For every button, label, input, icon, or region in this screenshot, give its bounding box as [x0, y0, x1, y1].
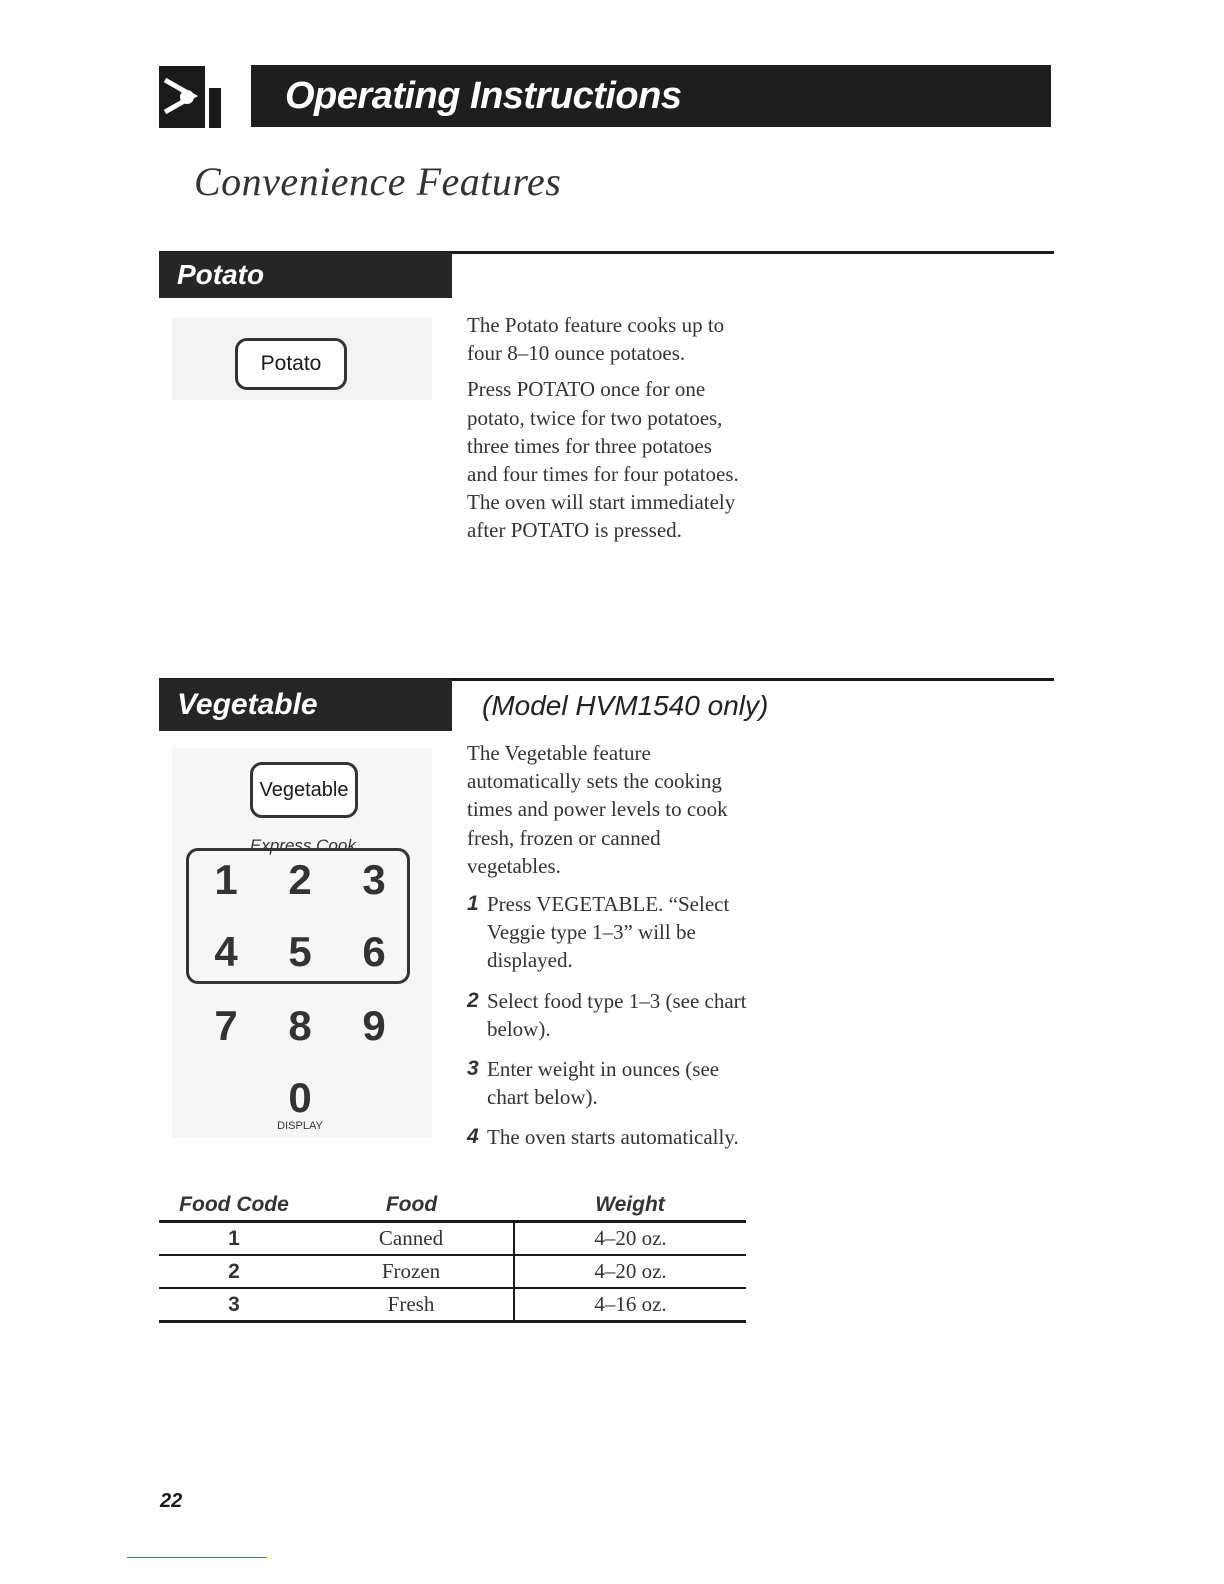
potato-description [467, 311, 747, 553]
food-weight: 4–20 oz. [514, 1222, 746, 1256]
table-row [159, 1255, 746, 1288]
keypad-6: 6 [362, 928, 386, 975]
step-text: The oven starts automatically. [487, 1125, 739, 1150]
vegetable-intro: The Vegetable feature automatically sets the cooking times and power levels to cook fresh, frozen or canned vegetables. [467, 741, 728, 878]
header-food: Food [309, 1190, 514, 1222]
header-food-code: Food Code [159, 1190, 309, 1222]
step-text: Enter weight in ounces (see chart below). [487, 1057, 720, 1110]
page-title: Convenience Features [194, 159, 562, 204]
step-item [467, 1055, 757, 1111]
potato-paragraph-2: Press POTATO once for one potato, twice for two potatoes, three times for three potatoes and four times for four potatoes. The oven will start immediately after POTATO is pressed. [467, 377, 739, 543]
step-number: 3 [467, 1057, 479, 1081]
keypad-4: 4 [214, 928, 238, 975]
food-name: Frozen [309, 1255, 514, 1288]
express-cook-label: Express Cook [250, 836, 356, 855]
step-text: Select food type 1–3 (see chart below). [487, 988, 747, 1041]
keypad-8: 8 [288, 1002, 312, 1049]
table-row [159, 1222, 746, 1256]
step-item [467, 890, 757, 975]
keypad-3: 3 [362, 856, 386, 903]
step-number: 4 [467, 1125, 479, 1149]
step-number: 1 [467, 892, 479, 916]
keypad-7: 7 [214, 1002, 238, 1049]
vegetable-section-label: Vegetable [159, 679, 452, 731]
header-weight: Weight [514, 1190, 746, 1222]
vegetable-button: Vegetable [250, 762, 358, 818]
page-number: 22 [160, 1490, 183, 1512]
display-label: DISPLAY [277, 1120, 323, 1132]
food-name: Fresh [309, 1288, 514, 1322]
vegetable-chart [159, 1190, 746, 1323]
keypad-1: 1 [214, 856, 238, 903]
food-weight: 4–20 oz. [514, 1255, 746, 1288]
potato-section-label: Potato [159, 252, 452, 298]
keypad-0: 0 [288, 1074, 312, 1121]
model-note: (Model HVM1540 only) [482, 690, 769, 721]
potato-paragraph-1: The Potato feature cooks up to four 8–10 ounce potatoes. [467, 313, 725, 366]
food-code: 3 [159, 1288, 309, 1322]
food-code: 1 [159, 1222, 309, 1256]
keypad-9: 9 [362, 1002, 386, 1049]
table-row [159, 1288, 746, 1322]
step-text: Press VEGETABLE. “Select Veggie type 1–3” will be displayed. [487, 892, 730, 973]
chart-header-row [159, 1190, 746, 1222]
step-item [467, 987, 757, 1043]
chef-hat-icon [159, 66, 221, 128]
keypad-5: 5 [288, 928, 312, 975]
step-number: 2 [467, 988, 479, 1012]
vegetable-steps [467, 890, 757, 1152]
footer-rule [127, 1557, 267, 1558]
keypad-2: 2 [288, 856, 312, 903]
vegetable-description [467, 739, 757, 1164]
step-item [467, 1123, 757, 1151]
food-weight: 4–16 oz. [514, 1288, 746, 1322]
header-title: Operating Instructions [251, 65, 1051, 127]
food-name: Canned [309, 1222, 514, 1256]
potato-button: Potato [235, 338, 347, 390]
food-code: 2 [159, 1255, 309, 1288]
